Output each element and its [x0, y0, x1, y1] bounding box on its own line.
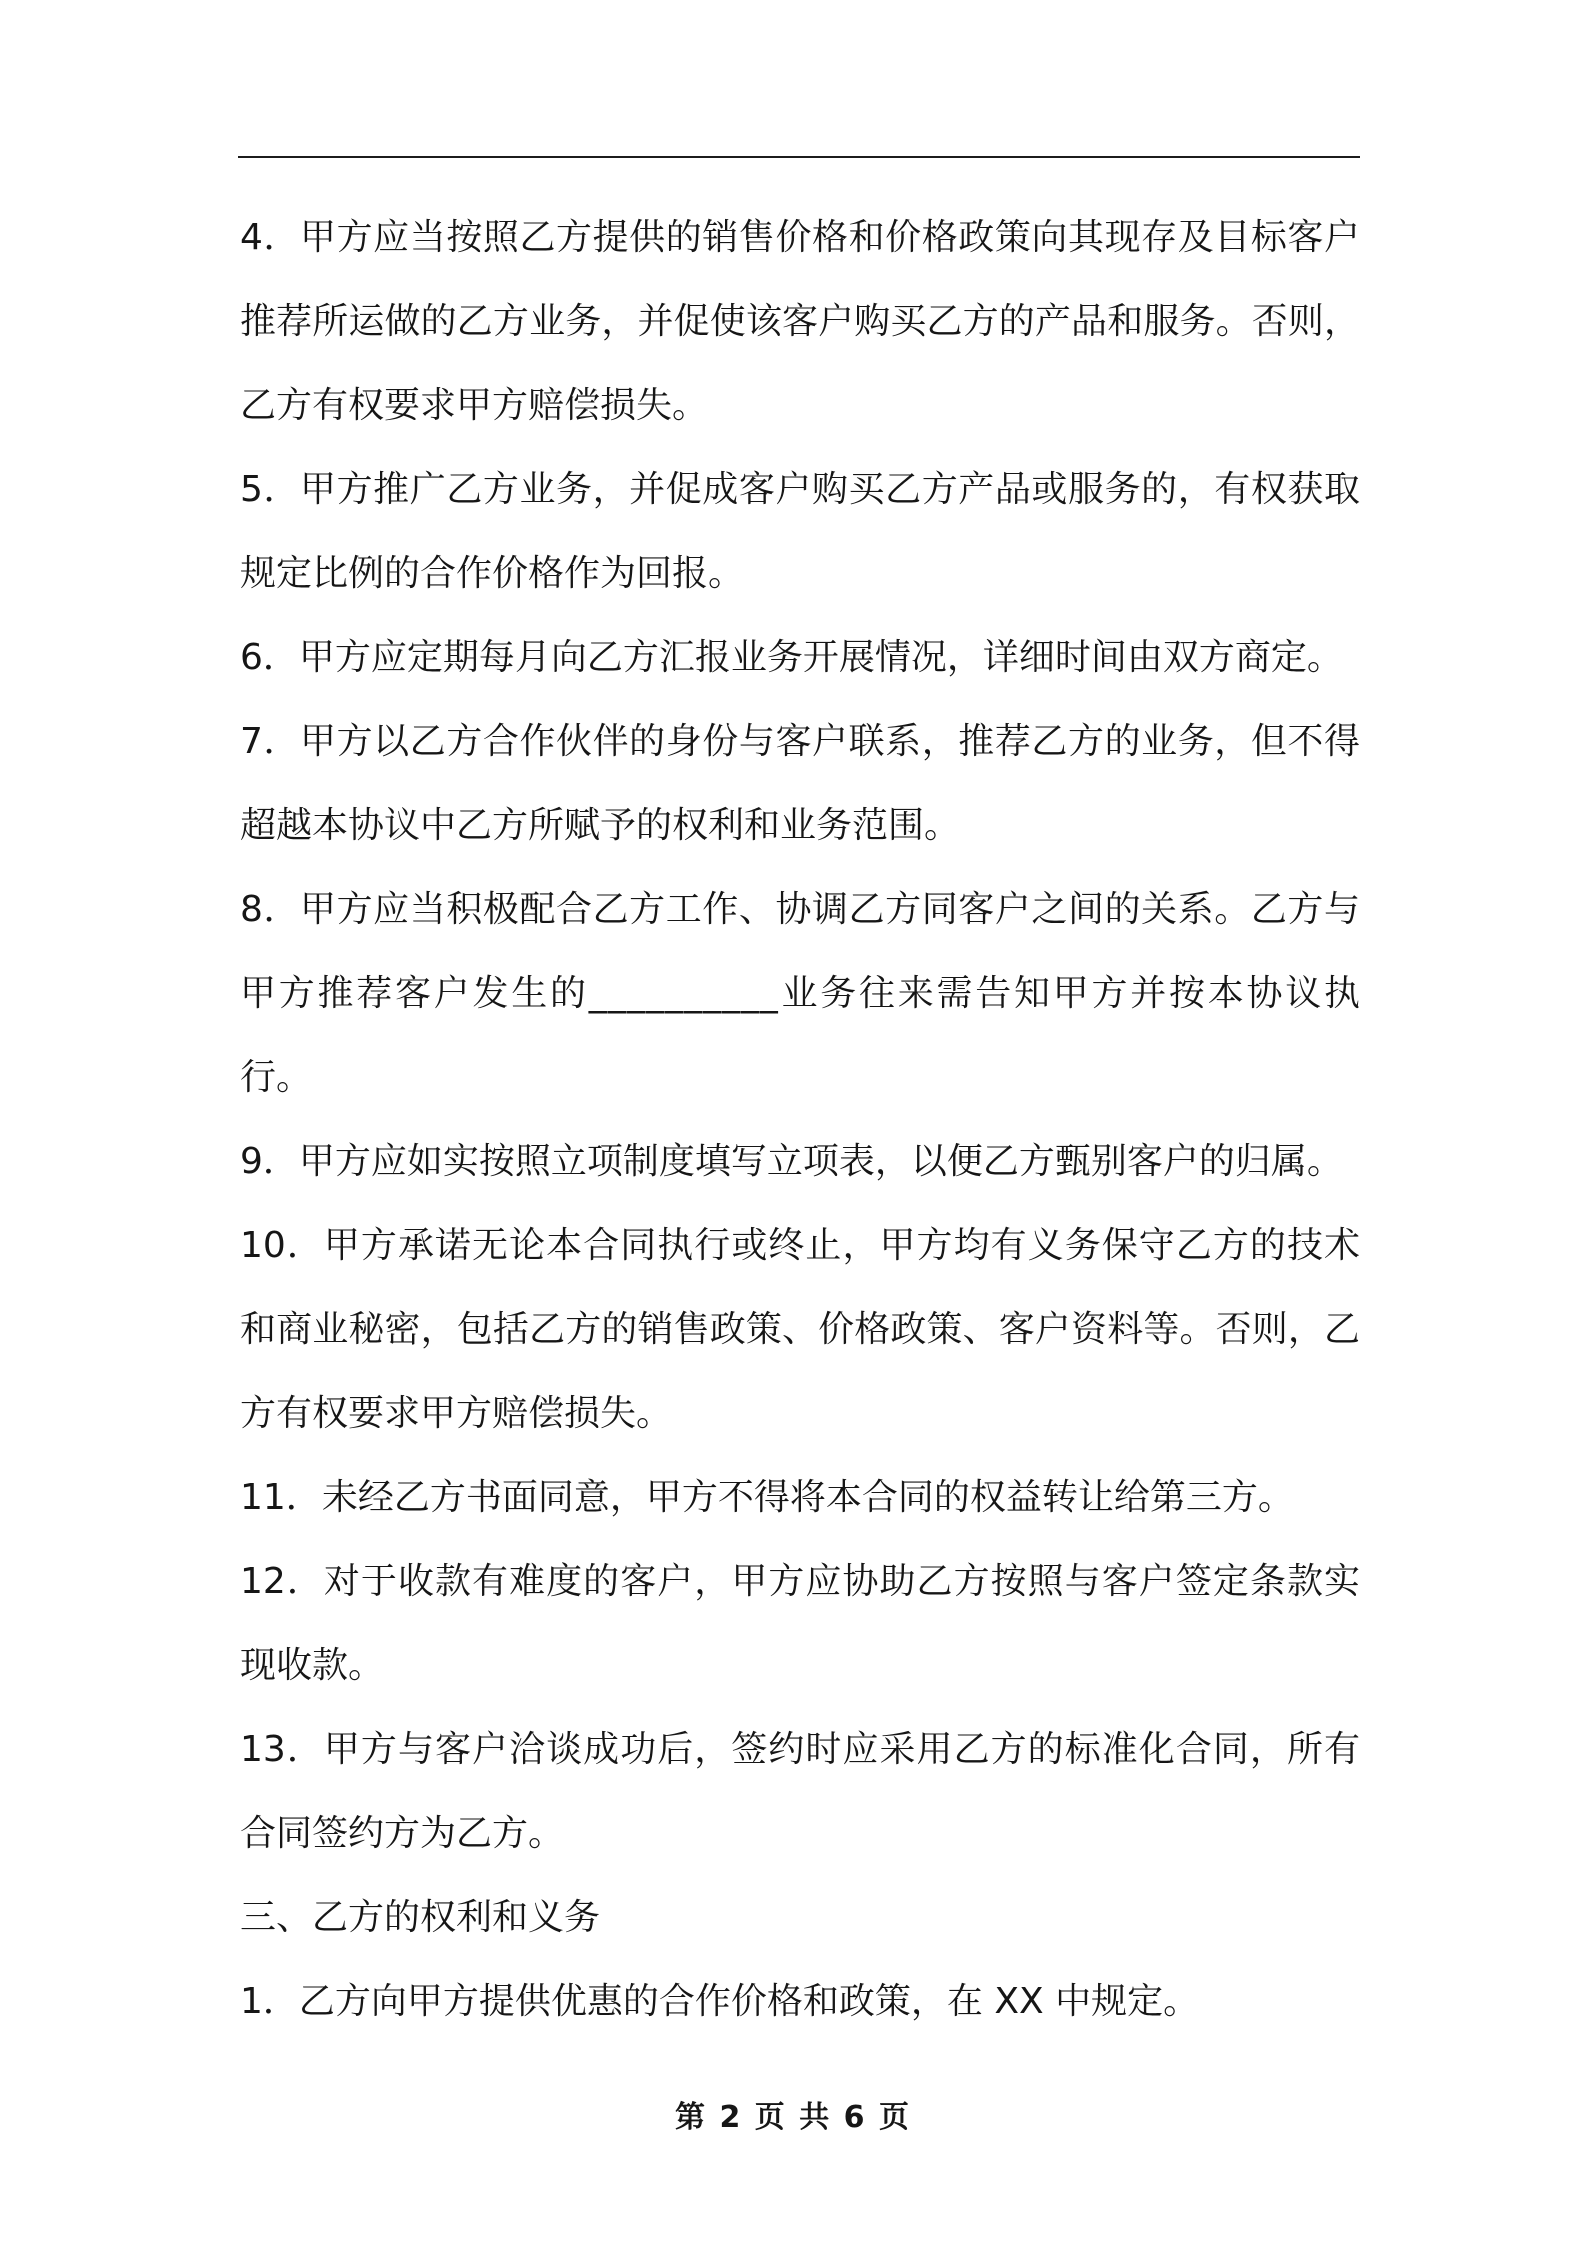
clause-11	[240, 1456, 1360, 1540]
clause-number: 10．	[240, 1225, 324, 1266]
section-clause-1	[240, 1960, 1360, 2044]
clause-number: 9．	[240, 1141, 299, 1182]
clause-text: 甲方承诺无论本合同执行或终止，甲方均有义务保守乙方的技术和商业秘密，包括乙方的销售政策、价格政策、客户资料等。否则，乙方有权要求甲方赔偿损失。	[240, 1225, 1360, 1434]
clause-text: 甲方应当按照乙方提供的销售价格和价格政策向其现存及目标客户推荐所运做的乙方业务，并促使该客户购买乙方的产品和服务。否则，乙方有权要求甲方赔偿损失。	[240, 217, 1360, 426]
section-heading: 三、乙方的权利和义务	[240, 1897, 601, 1938]
clause-10	[240, 1204, 1360, 1456]
clause-number: 4．	[240, 217, 301, 258]
clause-text: 甲方推广乙方业务，并促成客户购买乙方产品或服务的，有权获取规定比例的合作价格作为回报。	[240, 469, 1360, 594]
clause-number: 8．	[240, 889, 301, 930]
clause-8	[240, 868, 1360, 1120]
clause-text-after-blank: 业务往来需告知甲方并按本协议执行。	[240, 973, 1360, 1098]
clause-text-before-blank: 甲方应当积极配合乙方工作、协调乙方同客户之间的关系。乙方与甲方推荐客户发生的	[240, 889, 1360, 1014]
clause-number: 13．	[240, 1729, 324, 1770]
clause-text: 甲方应如实按照立项制度填写立项表，以便乙方甄别客户的归属。	[298, 1141, 1343, 1182]
clause-text: 甲方与客户洽谈成功后，签约时应采用乙方的标准化合同，所有合同签约方为乙方。	[240, 1729, 1360, 1854]
clause-text: 未经乙方书面同意，甲方不得将本合同的权益转让给第三方。	[321, 1477, 1294, 1518]
contract-body	[240, 196, 1360, 2044]
clause-9	[240, 1120, 1360, 1204]
clause-number: 1．	[240, 1981, 299, 2022]
clause-text: 甲方应定期每月向乙方汇报业务开展情况，详细时间由双方商定。	[298, 637, 1343, 678]
clause-number: 12．	[240, 1561, 324, 1602]
clause-text: 乙方向甲方提供优惠的合作价格和政策，在 XX 中规定。	[298, 1981, 1200, 2022]
clause-5	[240, 448, 1360, 616]
clause-4	[240, 196, 1360, 448]
clause-number: 11．	[240, 1477, 322, 1518]
clause-13	[240, 1708, 1360, 1876]
clause-number: 6．	[240, 637, 299, 678]
page-number-footer: 第 2 页 共 6 页	[675, 2100, 911, 2135]
header-rule	[238, 156, 1360, 158]
clause-12	[240, 1540, 1360, 1708]
clause-number: 5．	[240, 469, 301, 510]
fill-in-blank: __________	[588, 973, 779, 1014]
clause-7	[240, 700, 1360, 868]
clause-6	[240, 616, 1360, 700]
clause-text: 对于收款有难度的客户，甲方应协助乙方按照与客户签定条款实现收款。	[240, 1561, 1360, 1686]
clause-text: 甲方以乙方合作伙伴的身份与客户联系，推荐乙方的业务，但不得超越本协议中乙方所赋予的权利和业务范围。	[240, 721, 1360, 846]
clause-number: 7．	[240, 721, 301, 762]
